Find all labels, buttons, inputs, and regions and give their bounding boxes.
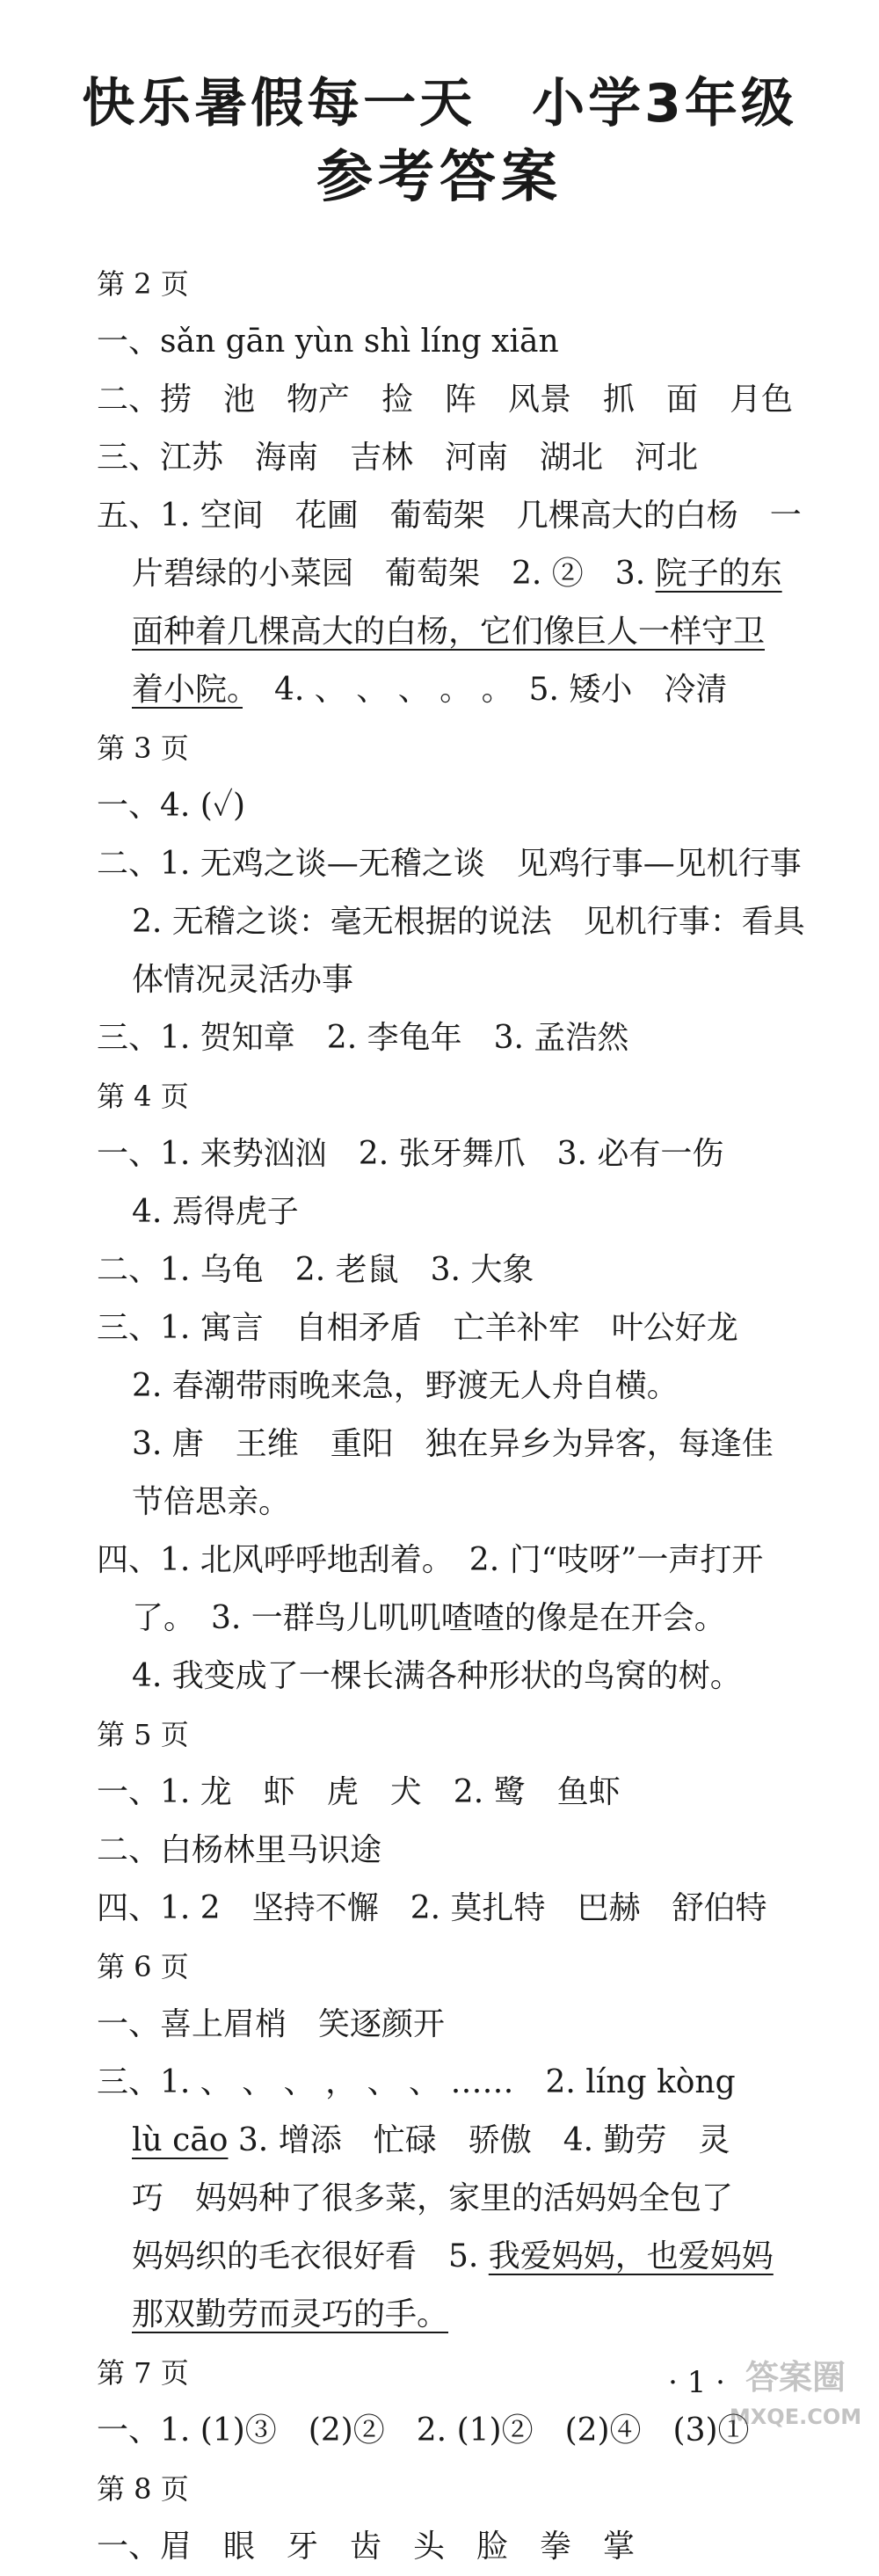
page-section-heading [97, 1067, 835, 1125]
answer-text: 4. 我变成了一棵长满各种形状的鸟窝的树。 [132, 1658, 742, 1694]
answer-line [97, 1764, 835, 1822]
answer-line [97, 2228, 835, 2286]
answer-line [97, 429, 835, 487]
answer-text: 二、1. 乌龟 2. 老鼠 3. 大象 [97, 1252, 534, 1288]
answer-text: 了。 3. 一群鸟儿叽叽喳喳的像是在开会。 [132, 1600, 726, 1636]
answer-text: 第 6 页 [97, 1950, 189, 1983]
answer-line [97, 2286, 835, 2344]
answer-text: 二、捞 池 物产 捡 阵 风景 抓 面 月色 [97, 382, 794, 418]
answer-line [97, 1183, 835, 1241]
answer-line [97, 1009, 835, 1067]
answer-text: 一、1. 来势汹汹 2. 张牙舞爪 3. 必有一伤 [97, 1136, 724, 1172]
answer-line [97, 487, 835, 545]
answer-line [97, 777, 835, 835]
answer-line [97, 893, 835, 951]
page-section-heading [97, 1938, 835, 1996]
answer-text-tail: 4. 、 、 、 。 。 5. 矮小 冷清 [243, 672, 728, 708]
answer-text: 节倍思亲。 [132, 1484, 291, 1520]
underlined-answer: 面种着几棵高大的白杨，它们像巨人一样守卫 [132, 614, 766, 650]
page-subtitle: 参考答案 [316, 145, 563, 210]
page-section-heading [97, 2460, 835, 2518]
answer-text: 2. 春潮带雨晚来急，野渡无人舟自横。 [132, 1368, 679, 1404]
answer-line [97, 2112, 835, 2170]
answer-text: 妈妈织的毛衣很好看 5. [132, 2238, 489, 2274]
answer-text: 一、4. (✓) [97, 788, 246, 824]
answer-line [97, 603, 835, 661]
answer-text: 一、1. 龙 虾 虎 犬 2. 鹭 鱼虾 [97, 1774, 621, 1810]
answer-text: 片碧绿的小菜园 葡萄架 2. ② 3. [132, 556, 656, 592]
watermark-top-text: 答案圈 [745, 2358, 846, 2397]
answer-text: 第 2 页 [97, 267, 189, 301]
watermark-logo [730, 2343, 861, 2435]
answer-text: 四、1. 2 坚持不懈 2. 莫扎特 巴赫 舒伯特 [97, 1890, 767, 1926]
answer-line [97, 1996, 835, 2054]
answer-line [97, 2170, 835, 2228]
page-section-heading [97, 255, 835, 313]
answer-line [97, 1125, 835, 1183]
answer-text: 三、1. 、 、 、 ， 、 、 …… 2. líng kòng [97, 2064, 736, 2100]
answer-text: 三、1. 贺知章 2. 李龟年 3. 孟浩然 [97, 1020, 629, 1056]
answer-text: 一、sǎn gān yùn shì líng xiān [97, 324, 559, 360]
underlined-answer: 我爱妈妈，也爱妈妈 [488, 2238, 774, 2274]
answer-text: 巧 妈妈种了很多菜，家里的活妈妈全包了 [132, 2180, 734, 2216]
answer-text: 五、1. 空间 花圃 葡萄架 几棵高大的白杨 一 [97, 498, 802, 534]
answer-line [97, 2518, 835, 2576]
answer-line [97, 1357, 835, 1415]
answer-line [97, 1648, 835, 1706]
underlined-answer: 院子的东 [655, 556, 782, 592]
answer-text: 3. 唐 王维 重阳 独在异乡为异客，每逢佳 [132, 1426, 774, 1462]
answer-text: 一、1. (1)③ (2)② 2. (1)② (2)④ (3)① [97, 2412, 750, 2449]
answer-line [97, 1415, 835, 1474]
answer-text: 第 5 页 [97, 1718, 189, 1751]
answer-text: 4. 焉得虎子 [132, 1194, 299, 1230]
watermark-bottom-text: MXQE.COM [730, 2405, 861, 2429]
answer-text: 四、1. 北风呼呼地刮着。 2. 门“吱呀”一声打开 [97, 1542, 764, 1578]
underlined-answer: 着小院。 [132, 672, 243, 708]
answer-text: 体情况灵活办事 [132, 962, 354, 998]
answer-line [97, 1474, 835, 1532]
answer-line [97, 1241, 835, 1299]
answer-text: 第 4 页 [97, 1080, 189, 1113]
page-title: 快乐暑假每一天 小学3年级 [82, 73, 797, 135]
answer-line [97, 1590, 835, 1648]
answer-line [97, 1822, 835, 1880]
underlined-answer: 那双勤劳而灵巧的手。 [132, 2296, 449, 2332]
answer-line [97, 835, 835, 893]
page-number: · 1 · [668, 2365, 725, 2400]
page-section-heading [97, 719, 835, 777]
answer-text: 二、1. 无鸡之谈—无稽之谈 见鸡行事—见机行事 [97, 846, 802, 882]
answer-text: 2. 无稽之谈：毫无根据的说法 见机行事：看具 [132, 904, 805, 940]
answer-line [97, 951, 835, 1009]
answer-line [97, 2054, 835, 2112]
answer-line [97, 545, 835, 603]
underlined-answer: lù cāo [132, 2122, 229, 2158]
answer-text: 第 3 页 [97, 731, 189, 765]
answer-text: 第 7 页 [97, 2356, 189, 2390]
answer-line [97, 1299, 835, 1357]
answer-line [97, 1532, 835, 1590]
answer-line [97, 313, 835, 371]
answer-text: 三、江苏 海南 吉林 河南 湖北 河北 [97, 440, 699, 476]
answer-text: 一、眉 眼 牙 齿 头 脸 拳 掌 [97, 2529, 636, 2565]
answer-line [97, 371, 835, 429]
answer-text: 二、白杨林里马识途 [97, 1832, 382, 1868]
answer-text: 一、喜上眉梢 笑逐颜开 [97, 2006, 446, 2042]
answer-line [97, 661, 835, 719]
answer-text-tail: 3. 增添 忙碌 骄傲 4. 勤劳 灵 [228, 2122, 730, 2158]
answer-line [97, 2402, 835, 2460]
answer-content [97, 255, 835, 2576]
answer-text: 三、1. 寓言 自相矛盾 亡羊补牢 叶公好龙 [97, 1310, 738, 1346]
answer-line [97, 1880, 835, 1938]
page-section-heading [97, 1706, 835, 1764]
answer-text: 第 8 页 [97, 2472, 189, 2506]
